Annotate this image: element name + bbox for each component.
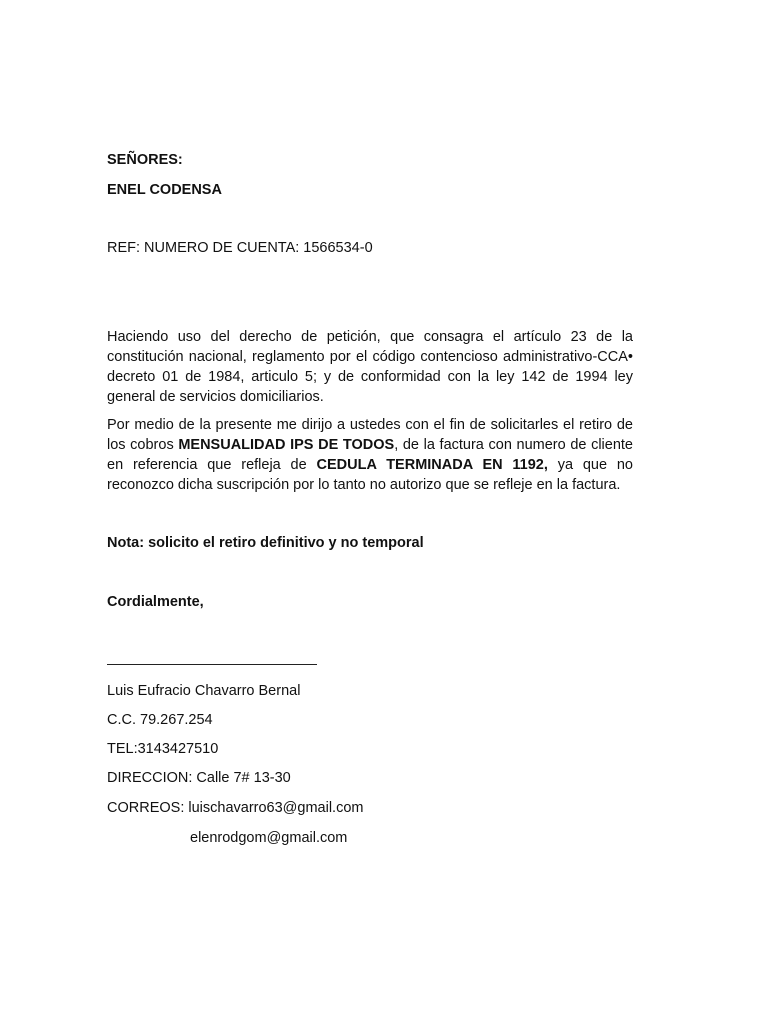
paragraph-2-part3: ya que no reconozco dicha suscripción por lo tanto no autorizo que se refleje en la factura.: [107, 457, 633, 493]
signer-id: C.C. 79.267.254: [107, 712, 213, 728]
signer-phone: TEL:3143427510: [107, 741, 219, 757]
recipient-title: SEÑORES:: [107, 152, 183, 168]
note-line: Nota: solicito el retiro definitivo y no temporal: [107, 535, 424, 551]
paragraph-2-part2: , de la factura con numero de cliente en referencia que refleja de: [107, 437, 633, 473]
closing-line: Cordialmente,: [107, 594, 204, 610]
signer-name: Luis Eufracio Chavarro Bernal: [107, 683, 301, 699]
signature-line: [107, 664, 317, 665]
paragraph-2-bold2: CEDULA TERMINADA EN 1192,: [316, 457, 548, 473]
signer-email-1: CORREOS: luischavarro63@gmail.com: [107, 800, 364, 816]
signer-email-2: elenrodgom@gmail.com: [190, 830, 348, 846]
recipient-company: ENEL CODENSA: [107, 182, 222, 198]
reference-line: REF: NUMERO DE CUENTA: 1566534-0: [107, 240, 373, 256]
paragraph-2-bold1: MENSUALIDAD IPS DE TODOS: [178, 437, 395, 453]
body-paragraph-1: [107, 327, 633, 407]
body-paragraph-2: [107, 415, 633, 495]
paragraph-2-part1: Por medio de la presente me dirijo a ustedes con el fin de solicitarles el retiro de los cobros: [107, 417, 633, 453]
signer-address: DIRECCION: Calle 7# 13-30: [107, 770, 291, 786]
paragraph-2-text: [107, 415, 633, 495]
paragraph-1-text: Haciendo uso del derecho de petición, que consagra el artículo 23 de la constitución nacional, reglamento por el código contencioso administrativo-CCA• decreto 01 de 1984, articulo 5; y de conformidad con la ley 142 de 1994 ley general de servicios domiciliarios.: [107, 329, 633, 405]
